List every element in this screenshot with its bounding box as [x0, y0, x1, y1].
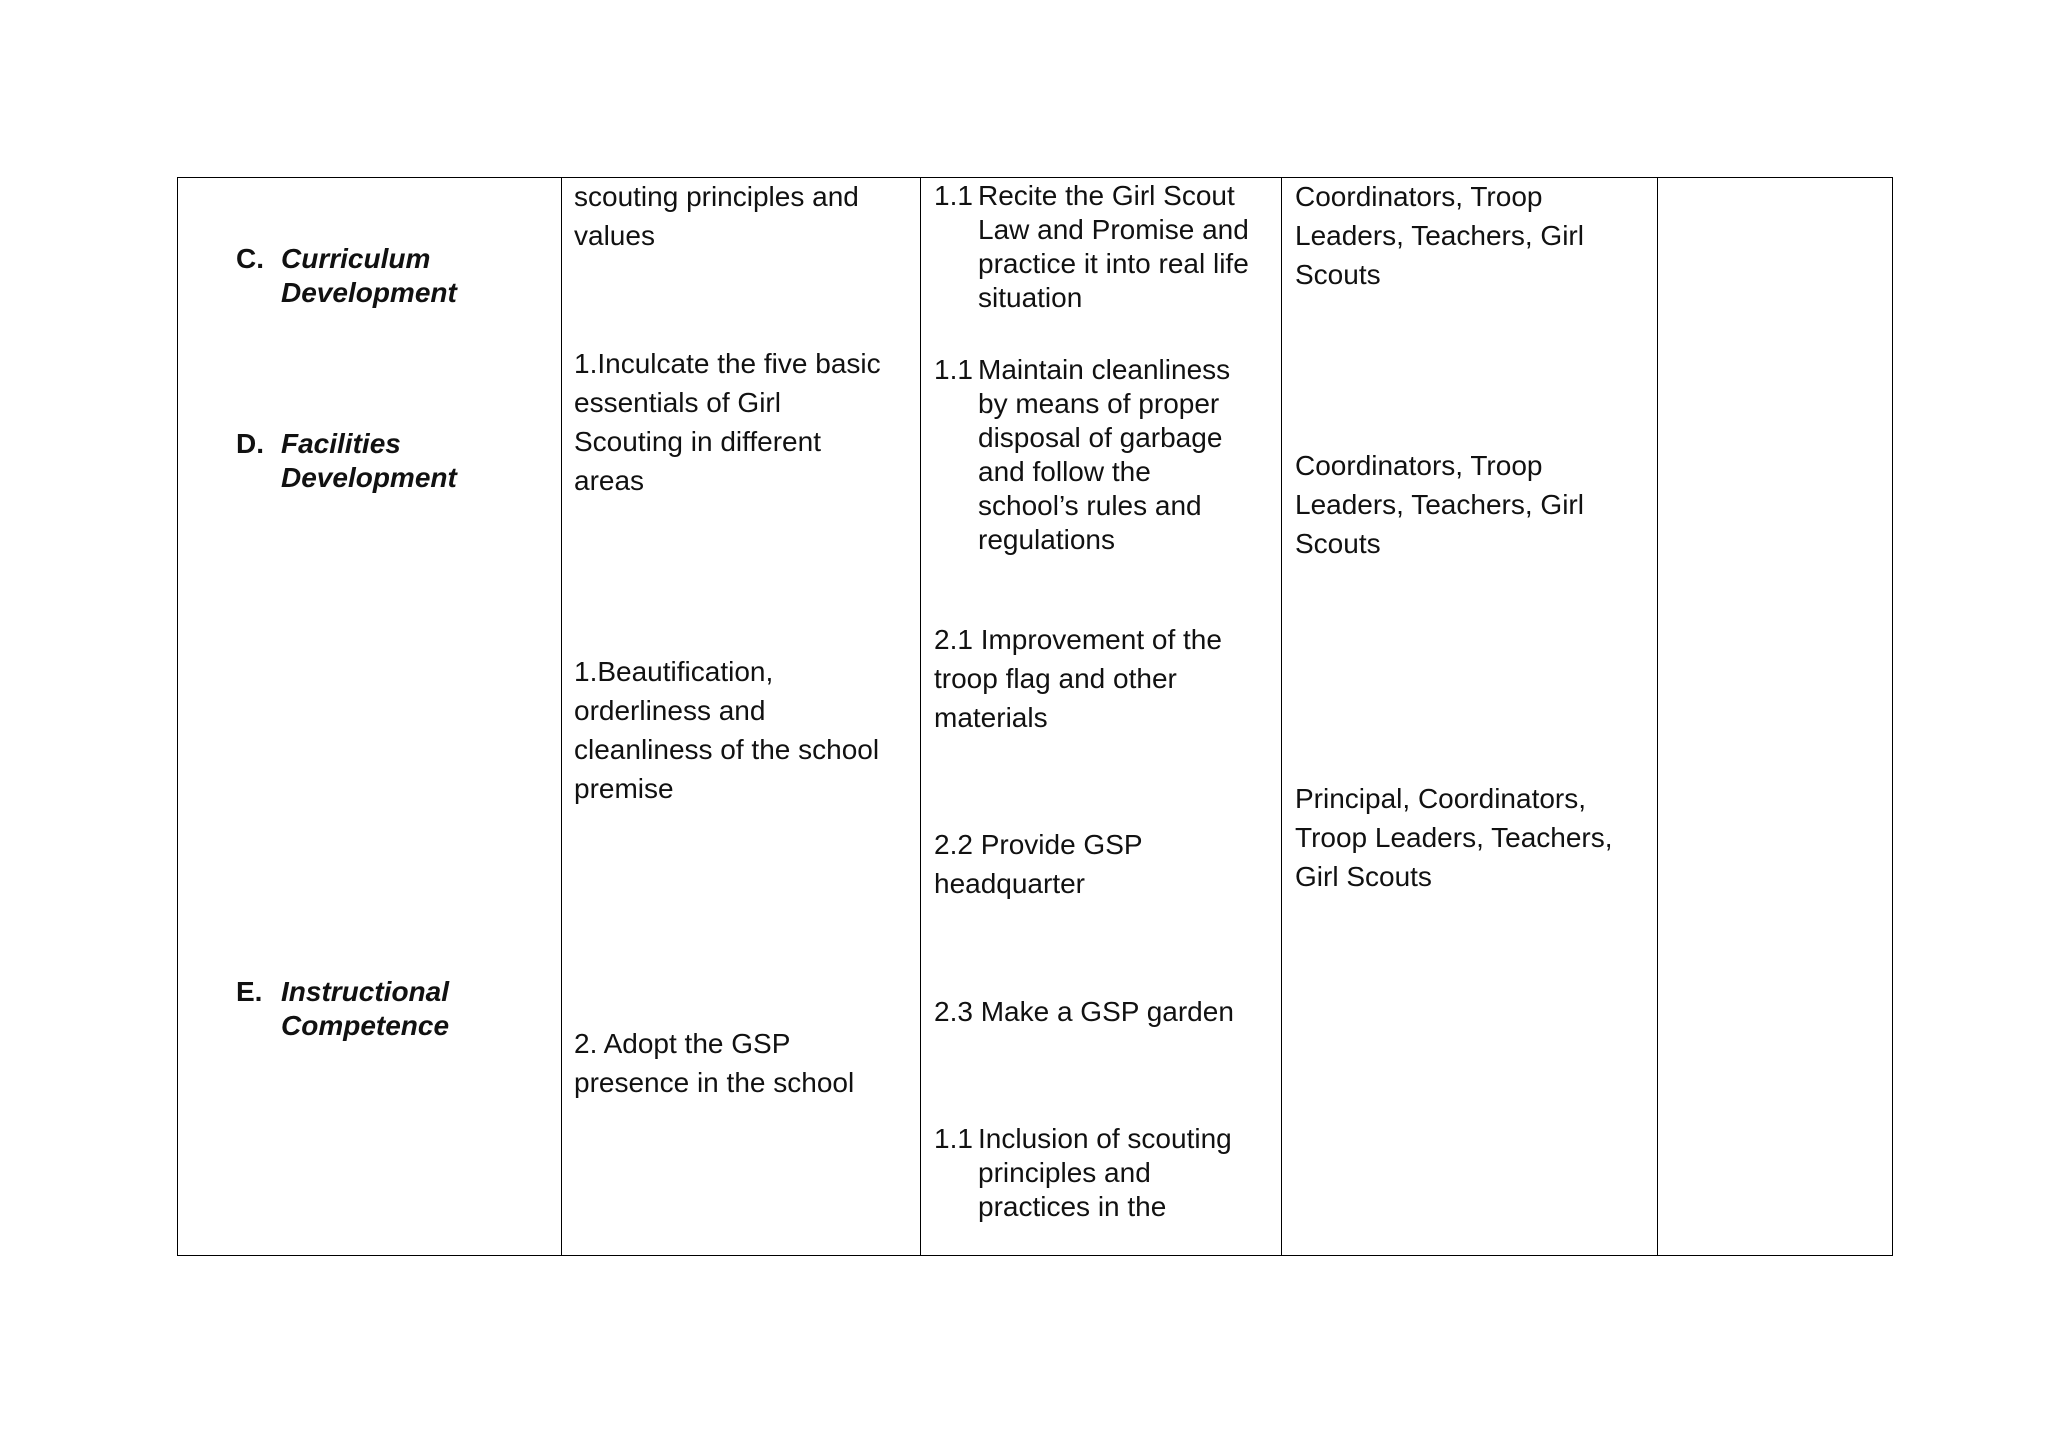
- activity-text: Recite the Girl Scout Law and Promise and practice it into real life situation: [978, 180, 1249, 313]
- area-letter: D.: [236, 428, 264, 459]
- column-divider: [561, 178, 562, 1255]
- column-divider: [1281, 178, 1282, 1255]
- area-letter: E.: [236, 976, 263, 1007]
- activity-text: 2.1 Improvement of the troop flag and other materials: [934, 624, 1222, 733]
- column-divider: [1657, 178, 1658, 1255]
- activity-text: 2.2 Provide GSP headquarter: [934, 829, 1143, 899]
- objective-text: 1.Beautification, orderliness and cleanliness of the school premise: [574, 656, 880, 804]
- activity-text: Inclusion of scouting principles and practices in the: [978, 1123, 1232, 1222]
- activity-number: 1.1: [934, 354, 973, 385]
- objective-text: 1.Inculcate the five basic essentials of Girl Scouting in different areas: [574, 348, 881, 496]
- objective-text: 2. Adopt the GSP presence in the school: [574, 1028, 855, 1098]
- persons-involved: Coordinators, Troop Leaders, Teachers, Girl Scouts: [1295, 181, 1584, 290]
- area-name: Facilities Development: [281, 428, 457, 493]
- column-divider: [920, 178, 921, 1255]
- area-name: Instructional Competence: [281, 976, 450, 1041]
- persons-involved: Principal, Coordinators, Troop Leaders, Teachers, Girl Scouts: [1295, 783, 1613, 892]
- activity-text: Maintain cleanliness by means of proper disposal of garbage and follow the school’s rules and regulations: [978, 354, 1231, 555]
- activity-number: 1.1: [934, 180, 973, 211]
- objective-text: scouting principles and values: [574, 181, 859, 251]
- area-name: Curriculum Development: [281, 243, 457, 308]
- area-letter: C.: [236, 243, 264, 274]
- activity-text: 2.3 Make a GSP garden: [934, 996, 1234, 1027]
- persons-involved: Coordinators, Troop Leaders, Teachers, Girl Scouts: [1295, 450, 1584, 559]
- activity-number: 1.1: [934, 1123, 973, 1154]
